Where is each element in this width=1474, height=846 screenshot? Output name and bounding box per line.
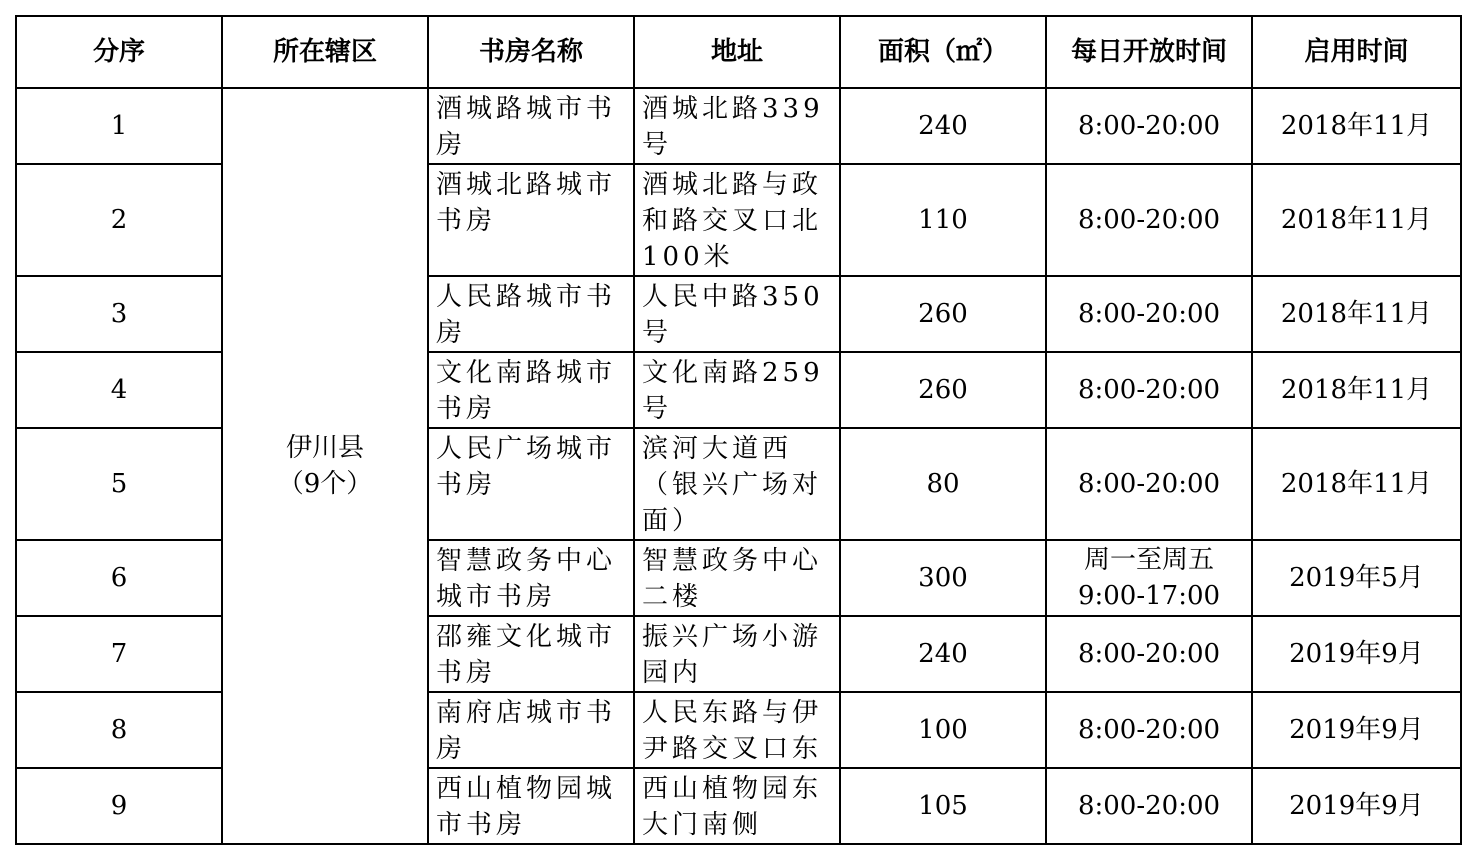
cell-hours: 8:00-20:00 [1046,88,1252,164]
cell-area: 240 [840,88,1046,164]
header-area: 面积（㎡） [840,16,1046,88]
cell-seq: 7 [16,616,222,692]
cell-hours: 8:00-20:00 [1046,692,1252,768]
cell-name: 酒城北路城市书房 [428,164,634,276]
cell-start: 2018年11月 [1252,428,1461,540]
cell-seq: 3 [16,276,222,352]
cell-start: 2018年11月 [1252,352,1461,428]
cell-hours: 8:00-20:00 [1046,768,1252,844]
header-district: 所在辖区 [222,16,428,88]
cell-seq: 8 [16,692,222,768]
cell-address: 人民东路与伊尹路交叉口东 [634,692,840,768]
header-name: 书房名称 [428,16,634,88]
cell-seq: 2 [16,164,222,276]
cell-start: 2019年9月 [1252,768,1461,844]
cell-address: 文化南路259号 [634,352,840,428]
cell-start: 2019年9月 [1252,692,1461,768]
cell-start: 2019年9月 [1252,616,1461,692]
cell-hours: 8:00-20:00 [1046,428,1252,540]
cell-name: 人民路城市书房 [428,276,634,352]
cell-area: 260 [840,352,1046,428]
table-row [16,88,1461,164]
cell-seq: 4 [16,352,222,428]
cell-area: 80 [840,428,1046,540]
cell-area: 105 [840,768,1046,844]
cell-seq: 5 [16,428,222,540]
cell-name: 文化南路城市书房 [428,352,634,428]
cell-address: 滨河大道西（银兴广场对面） [634,428,840,540]
cell-name: 邵雍文化城市书房 [428,616,634,692]
district-name: 伊川县 [285,433,364,463]
cell-area: 100 [840,692,1046,768]
cell-address: 智慧政务中心二楼 [634,540,840,616]
cell-address: 振兴广场小游园内 [634,616,840,692]
header-address: 地址 [634,16,840,88]
cell-area: 300 [840,540,1046,616]
cell-district [222,88,428,844]
header-start: 启用时间 [1252,16,1461,88]
cell-start: 2019年5月 [1252,540,1461,616]
cell-address: 酒城北路与政和路交叉口北100米 [634,164,840,276]
cell-hours: 8:00-20:00 [1046,164,1252,276]
cell-start: 2018年11月 [1252,276,1461,352]
cell-address: 西山植物园东大门南侧 [634,768,840,844]
cell-area: 240 [840,616,1046,692]
cell-start: 2018年11月 [1252,164,1461,276]
cell-name: 南府店城市书房 [428,692,634,768]
cell-seq: 1 [16,88,222,164]
cell-seq: 9 [16,768,222,844]
header-seq: 分序 [16,16,222,88]
cell-name: 西山植物园城市书房 [428,768,634,844]
cell-area: 260 [840,276,1046,352]
cell-address: 酒城北路339号 [634,88,840,164]
cell-start: 2018年11月 [1252,88,1461,164]
cell-hours: 8:00-20:00 [1046,352,1252,428]
city-study-room-table [15,15,1462,845]
cell-name: 智慧政务中心城市书房 [428,540,634,616]
district-count: （9个） [277,469,373,499]
cell-hours: 8:00-20:00 [1046,276,1252,352]
cell-hours: 周一至周五 9:00-17:00 [1046,540,1252,616]
header-hours: 每日开放时间 [1046,16,1252,88]
cell-name: 酒城路城市书房 [428,88,634,164]
cell-seq: 6 [16,540,222,616]
header-row [16,16,1461,88]
cell-name: 人民广场城市书房 [428,428,634,540]
cell-address: 人民中路350号 [634,276,840,352]
cell-hours: 8:00-20:00 [1046,616,1252,692]
cell-area: 110 [840,164,1046,276]
